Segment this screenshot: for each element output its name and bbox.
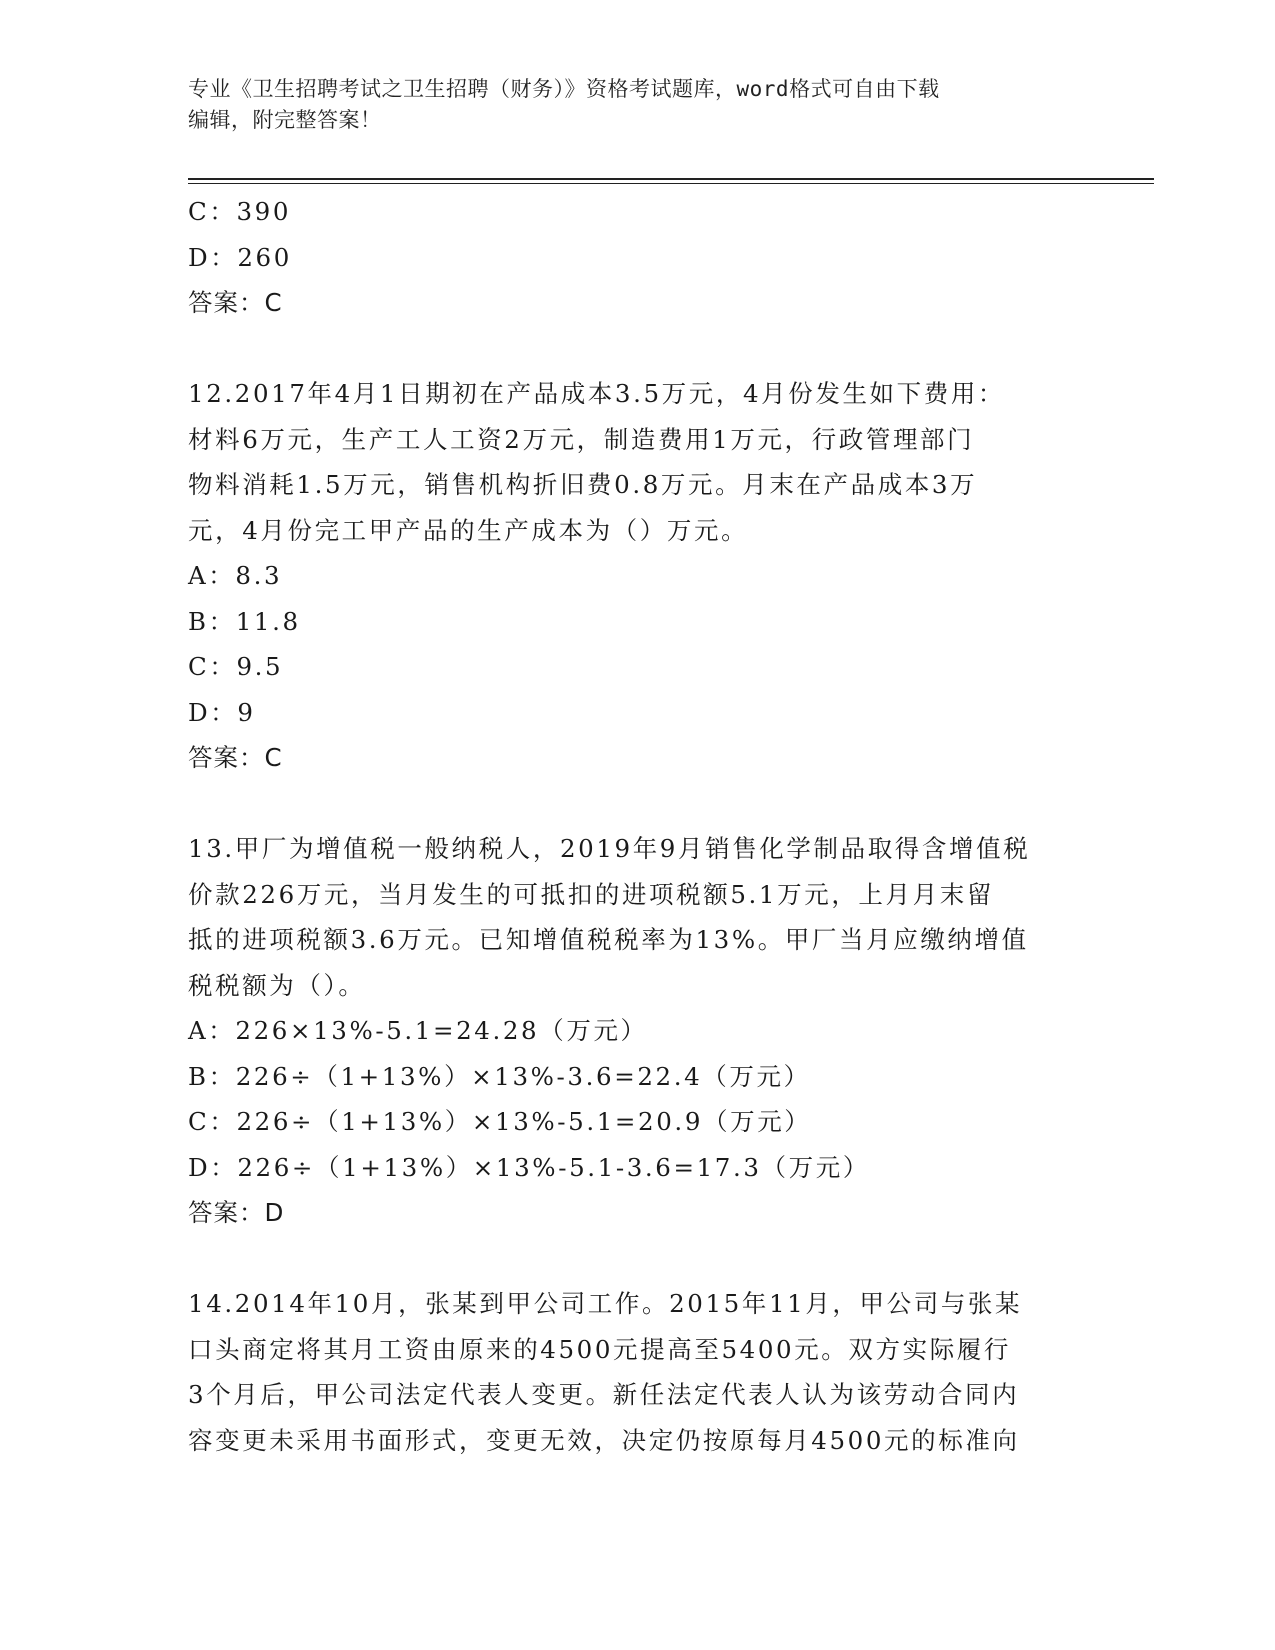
q12-stem-line-4: 元，4月份完工甲产品的生产成本为（）万元。 [188,515,749,545]
q12-option-c: C：9.5 [188,652,284,681]
q12-option-b: B：11.8 [188,606,301,636]
spacer [188,781,1088,827]
header-divider-thick [188,178,1154,180]
q12-option-a: A：8.3 [188,561,283,590]
q12-stem-line-2: 材料6万元，生产工人工资2万元，制造费用1万元，行政管理部门 [188,424,975,454]
q11-option-d: D：260 [188,242,292,272]
question-12 [188,371,1088,781]
q12-answer: 答案：C [188,743,283,772]
document-body [188,189,1088,1463]
header-line-2: 编辑，附完整答案！ [188,108,382,132]
q13-stem-line-4: 税税额为（）。 [188,970,366,1000]
q14-stem-line-2: 口头商定将其月工资由原来的4500元提高至5400元。双方实际履行 [188,1334,1011,1364]
q14-stem-line-1: 14.2014年10月，张某到甲公司工作。2015年11月，甲公司与张某 [188,1289,1023,1318]
q13-option-d: D：226÷（1+13%）×13%-5.1-3.6=17.3（万元） [188,1152,870,1182]
q11-answer: 答案：C [188,288,283,317]
q14-stem-line-4: 容变更未采用书面形式，变更无效，决定仍按原每月4500元的标准向 [188,1425,1020,1455]
question-13 [188,826,1088,1236]
q12-stem-line-1: 12.2017年4月1日期初在产品成本3.5万元，4月份发生如下费用： [188,379,1006,408]
q12-stem-line-3: 物料消耗1.5万元，销售机构折旧费0.8万元。月末在产品成本3万 [188,470,978,499]
page-header [188,74,1088,136]
header-line-1: 专业《卫生招聘考试之卫生招聘（财务）》资格考试题库，word格式可自由下载 [188,77,940,101]
q13-stem-line-1: 13.甲厂为增值税一般纳税人，2019年9月销售化学制品取得含增值税 [188,834,1031,863]
q13-stem-line-2: 价款226万元，当月发生的可抵扣的进项税额5.1万元，上月月末留 [188,879,994,909]
q13-option-a: A：226×13%-5.1=24.28（万元） [188,1016,648,1045]
q13-option-b: B：226÷（1+13%）×13%-3.6=22.4（万元） [188,1061,811,1091]
q11-option-c: C：390 [188,197,292,226]
q12-option-d: D：9 [188,697,256,727]
q13-stem-line-3: 抵的进项税额3.6万元。已知增值税税率为13%。甲厂当月应缴纳增值 [188,925,1029,954]
header-divider-thin [188,183,1154,184]
question-11 [188,189,1088,326]
spacer [188,326,1088,372]
q13-answer: 答案：D [188,1198,285,1227]
q14-stem-line-3: 3个月后，甲公司法定代表人变更。新任法定代表人认为该劳动合同内 [188,1380,1020,1409]
q13-option-c: C：226÷（1+13%）×13%-5.1=20.9（万元） [188,1107,812,1136]
question-14 [188,1281,1088,1463]
spacer [188,1236,1088,1282]
